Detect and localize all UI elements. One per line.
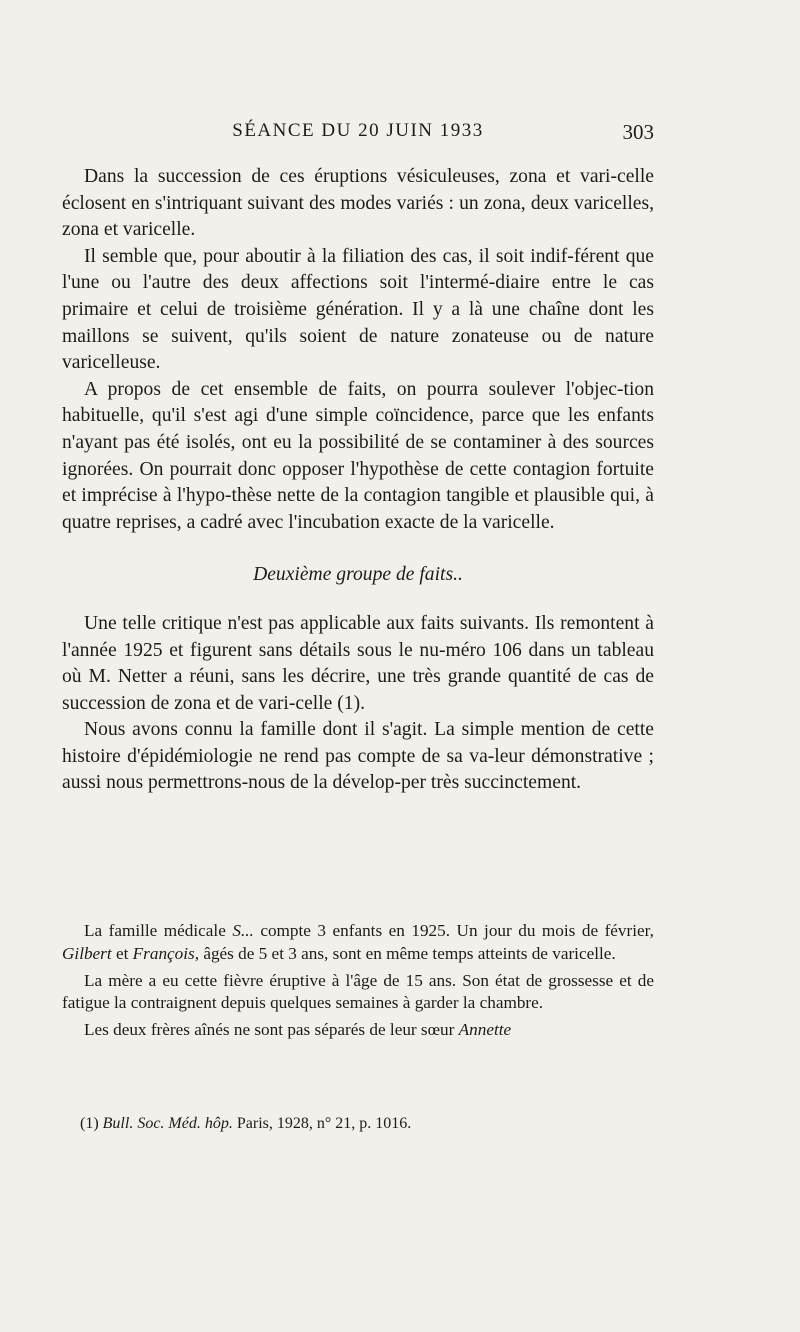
case-description [62,920,654,1046]
paragraph: Une telle critique n'est pas applicable aux faits suivants. Ils remontent à l'année 1925 et figurent sans détails sous le nu-méro 106 dans un tableau où M. Netter a réuni, sans les décrire, une très grande quantité de cas de succession de zona et de vari-celle (1). [62,612,654,714]
text-run: La famille médicale [84,921,233,940]
footnote-citation: Paris, 1928, n° 21, p. 1016. [232,1115,412,1132]
paragraph: A propos de cet ensemble de faits, on pourra soulever l'objec-tion habituelle, qu'il s'est agi d'une simple coïncidence, parce que les enfants n'ayant pas été isolés, ont eu la possibilité de se contaminer à des sources ignorées. On pourrait donc opposer l'hypothèse de cette contagion fortuite et imprécise à l'hypo-thèse nette de la contagion tangible et plausible qui, à quatre reprises, a cadré avec l'incubation exacte de la varicelle. [62,378,654,533]
paragraph: Il semble que, pour aboutir à la filiation des cas, il soit indif-férent que l'une ou l'autre des deux affections soit l'intermé-diaire entre le cas primaire et celui de troisième génération. Il y a là une chaîne dont les maillons se suivent, qu'ils soient de nature zonateuse ou de nature varicelleuse. [62,245,654,374]
text-run: Gilbert [62,943,112,963]
section-title: Deuxième groupe de faits.. [253,564,463,586]
text-run: , âgés de 5 et 3 ans, sont en même temps atteints de varicelle. [194,943,616,963]
footnote [62,1114,654,1134]
running-head: SÉANCE DU 20 JUIN 1933 [232,120,484,141]
text-run: Annette [458,1020,512,1040]
footnote-marker: (1) [80,1115,103,1132]
text-run: et [111,943,133,963]
small-paragraph: La mère a eu cette fièvre éruptive à l'âge de 15 ans. Son état de grossesse et de fatigue la contraignent depuis quelques semaines à garder la chambre. [62,970,654,1013]
small-paragraph [62,1019,654,1042]
text-run: Les deux frères aînés ne sont pas séparés de leur sœur [84,1020,459,1040]
text-run: compte 3 enfants en 1925. Un jour du mois de février, [253,921,654,940]
small-paragraph [62,920,654,966]
text-run: François [132,943,195,963]
text-run: S... [232,921,254,940]
footnote-journal: Bull. Soc. Méd. hôp. [102,1115,233,1132]
paragraph: Nous avons connu la famille dont il s'agit. La simple mention de cette histoire d'épidémiologie ne rend pas compte de sa va-leur démonstrative ; aussi nous permettrons-nous de la dévelop-per très succinctement. [62,719,654,794]
page-number: 303 [622,120,654,144]
main-text [62,164,654,797]
page-header [62,120,654,150]
paragraph: Dans la succession de ces éruptions vésiculeuses, zona et vari-celle éclosent en s'intriquant suivant des modes variés : un zona, deux varicelles, zona et varicelle. [62,166,654,241]
